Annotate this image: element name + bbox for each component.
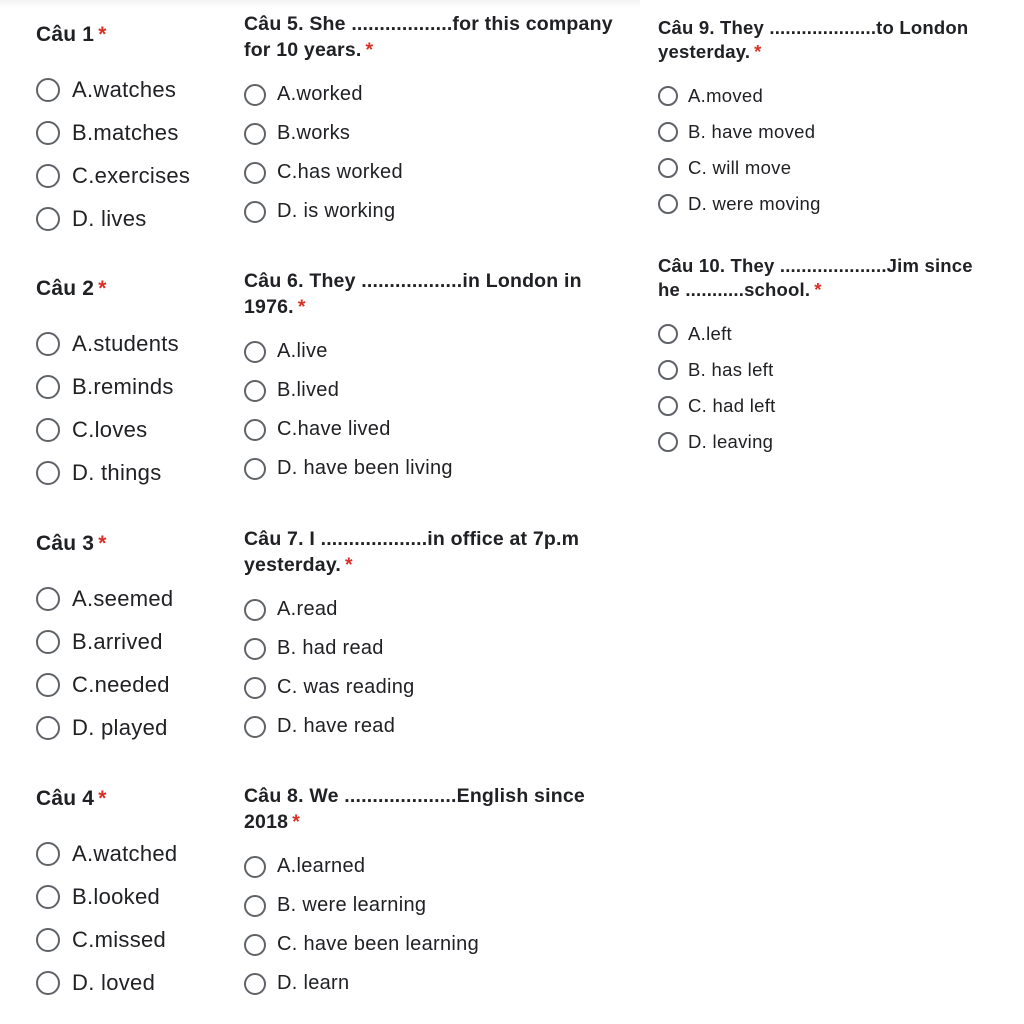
radio-circle-icon[interactable] (244, 201, 266, 223)
required-asterisk: * (345, 554, 353, 576)
question-2 (36, 276, 236, 494)
radio-option[interactable]: D. lives (36, 197, 236, 240)
top-divider (0, 0, 640, 8)
radio-option[interactable]: C.missed (36, 918, 236, 961)
required-asterisk: * (365, 39, 374, 61)
radio-circle-icon[interactable] (244, 341, 266, 363)
question-title: Câu 10. They ....................Jim since he ...........school. * (658, 255, 973, 300)
radio-option[interactable]: D. things (36, 451, 236, 494)
required-asterisk: * (98, 787, 107, 810)
radio-option[interactable]: A.seemed (36, 577, 236, 620)
radio-option[interactable]: C. have been learning (244, 925, 614, 964)
question-7 (244, 526, 614, 746)
radio-option[interactable]: B.works (244, 114, 614, 153)
radio-option[interactable]: B. has left (658, 352, 998, 388)
radio-circle-icon[interactable] (244, 599, 266, 621)
radio-circle-icon[interactable] (36, 207, 60, 231)
radio-option[interactable]: B. have moved (658, 114, 998, 150)
question-title: Câu 4 * (36, 787, 107, 810)
radio-group (244, 590, 614, 746)
radio-option[interactable]: D. loved (36, 961, 236, 1004)
radio-circle-icon[interactable] (244, 162, 266, 184)
radio-group (658, 78, 998, 222)
question-title: Câu 2 * (36, 277, 107, 300)
radio-circle-icon[interactable] (658, 360, 678, 380)
radio-option[interactable]: B.matches (36, 111, 236, 154)
radio-circle-icon[interactable] (244, 973, 266, 995)
question-9 (658, 16, 998, 222)
radio-group (36, 322, 236, 494)
question-title: Câu 7. I ...................in office at 7p.m yesterday. * (244, 528, 580, 576)
radio-circle-icon[interactable] (36, 461, 60, 485)
radio-circle-icon[interactable] (244, 84, 266, 106)
radio-group (36, 577, 236, 749)
radio-circle-icon[interactable] (658, 122, 678, 142)
radio-option[interactable]: A.students (36, 322, 236, 365)
radio-circle-icon[interactable] (244, 895, 266, 917)
radio-circle-icon[interactable] (658, 86, 678, 106)
radio-circle-icon[interactable] (244, 123, 266, 145)
radio-group (244, 332, 614, 488)
required-asterisk: * (98, 277, 107, 300)
radio-circle-icon[interactable] (36, 630, 60, 654)
radio-option[interactable]: A.learned (244, 847, 614, 886)
radio-option[interactable]: C.have lived (244, 410, 614, 449)
question-1 (36, 22, 236, 240)
radio-option[interactable]: B.looked (36, 875, 236, 918)
question-3 (36, 531, 236, 749)
radio-group (36, 832, 236, 1004)
radio-circle-icon[interactable] (244, 716, 266, 738)
radio-option[interactable]: A.watched (36, 832, 236, 875)
radio-option[interactable]: A.read (244, 590, 614, 629)
radio-option[interactable]: C.has worked (244, 153, 614, 192)
radio-option[interactable]: B. were learning (244, 886, 614, 925)
radio-group (36, 68, 236, 240)
radio-circle-icon[interactable] (36, 673, 60, 697)
radio-circle-icon[interactable] (36, 121, 60, 145)
radio-option[interactable]: C.needed (36, 663, 236, 706)
radio-option[interactable]: C. was reading (244, 668, 614, 707)
radio-circle-icon[interactable] (36, 716, 60, 740)
radio-group (244, 847, 614, 1003)
radio-option[interactable]: A.live (244, 332, 614, 371)
question-title: Câu 6. They ..................in London in 1976. * (244, 270, 582, 318)
radio-circle-icon[interactable] (36, 971, 60, 995)
radio-option[interactable]: C. will move (658, 150, 998, 186)
radio-option[interactable]: B. had read (244, 629, 614, 668)
radio-group (658, 316, 998, 460)
question-title: Câu 1 * (36, 23, 107, 46)
radio-circle-icon[interactable] (36, 928, 60, 952)
radio-option[interactable]: B.reminds (36, 365, 236, 408)
radio-circle-icon[interactable] (244, 856, 266, 878)
radio-group (244, 75, 614, 231)
radio-circle-icon[interactable] (244, 677, 266, 699)
required-asterisk: * (814, 279, 822, 300)
question-5 (244, 11, 614, 231)
question-4 (36, 786, 236, 1004)
radio-circle-icon[interactable] (36, 885, 60, 909)
radio-option[interactable]: A.worked (244, 75, 614, 114)
radio-option[interactable]: C. had left (658, 388, 998, 424)
radio-circle-icon[interactable] (244, 934, 266, 956)
question-title: Câu 9. They ....................to London yesterday. * (658, 17, 969, 62)
required-asterisk: * (292, 811, 300, 833)
radio-circle-icon[interactable] (658, 158, 678, 178)
radio-option[interactable]: A.watches (36, 68, 236, 111)
radio-option[interactable]: B.arrived (36, 620, 236, 663)
required-asterisk: * (98, 532, 107, 555)
radio-circle-icon[interactable] (658, 194, 678, 214)
radio-circle-icon[interactable] (244, 419, 266, 441)
radio-option[interactable]: D. learn (244, 964, 614, 1003)
question-6 (244, 268, 614, 488)
radio-option[interactable]: D. played (36, 706, 236, 749)
required-asterisk: * (297, 296, 306, 318)
radio-circle-icon[interactable] (36, 78, 60, 102)
radio-circle-icon[interactable] (36, 332, 60, 356)
question-title: Câu 8. We ....................English since 2018 * (244, 785, 585, 833)
radio-option[interactable]: D. is working (244, 192, 614, 231)
radio-circle-icon[interactable] (36, 587, 60, 611)
required-asterisk: * (98, 23, 107, 46)
radio-circle-icon[interactable] (658, 432, 678, 452)
radio-circle-icon[interactable] (244, 638, 266, 660)
radio-option[interactable]: D. have been living (244, 449, 614, 488)
radio-option[interactable]: D. leaving (658, 424, 998, 460)
question-title: Câu 5. She ..................for this company for 10 years. * (244, 13, 613, 61)
radio-option[interactable]: C.exercises (36, 154, 236, 197)
required-asterisk: * (754, 41, 762, 62)
question-8 (244, 783, 614, 1003)
radio-circle-icon[interactable] (658, 396, 678, 416)
radio-circle-icon[interactable] (36, 418, 60, 442)
radio-circle-icon[interactable] (244, 458, 266, 480)
radio-option[interactable]: B.lived (244, 371, 614, 410)
radio-option[interactable]: C.loves (36, 408, 236, 451)
radio-option[interactable]: D. have read (244, 707, 614, 746)
radio-circle-icon[interactable] (36, 375, 60, 399)
radio-circle-icon[interactable] (244, 380, 266, 402)
radio-circle-icon[interactable] (658, 324, 678, 344)
radio-option[interactable]: D. were moving (658, 186, 998, 222)
radio-circle-icon[interactable] (36, 842, 60, 866)
question-title: Câu 3 * (36, 532, 107, 555)
radio-circle-icon[interactable] (36, 164, 60, 188)
question-10 (658, 254, 998, 460)
radio-option[interactable]: A.left (658, 316, 998, 352)
radio-option[interactable]: A.moved (658, 78, 998, 114)
